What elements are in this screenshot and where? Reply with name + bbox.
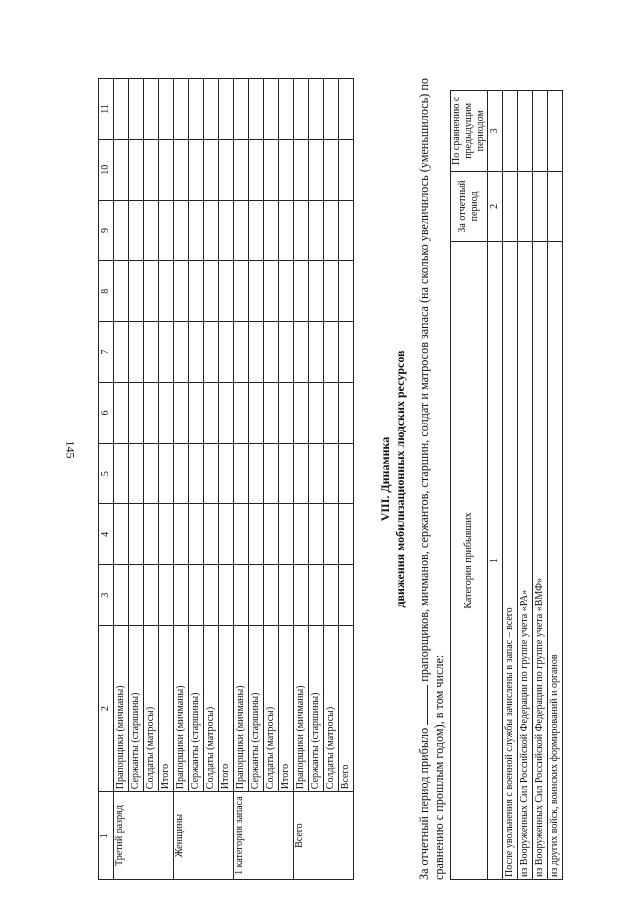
data-cell[interactable] bbox=[144, 504, 159, 565]
row-label: После увольнения с военной службы зачислены в запас – всего bbox=[503, 242, 518, 880]
data-cell[interactable] bbox=[129, 261, 144, 322]
data-cell[interactable] bbox=[339, 79, 354, 140]
header-cell: 6 bbox=[99, 382, 114, 443]
data-cell[interactable] bbox=[129, 565, 144, 626]
data-cell[interactable] bbox=[324, 261, 339, 322]
data-cell[interactable] bbox=[174, 139, 189, 200]
data-cell[interactable] bbox=[189, 443, 204, 504]
data-cell[interactable] bbox=[279, 382, 294, 443]
data-cell[interactable] bbox=[144, 322, 159, 383]
data-cell[interactable] bbox=[204, 139, 219, 200]
data-cell[interactable] bbox=[129, 504, 144, 565]
table-row bbox=[503, 91, 518, 880]
data-cell[interactable] bbox=[339, 504, 354, 565]
header-cell: 9 bbox=[99, 200, 114, 261]
data-cell[interactable] bbox=[174, 443, 189, 504]
group-label: Всего bbox=[294, 792, 354, 880]
data-cell[interactable] bbox=[129, 382, 144, 443]
data-cell[interactable] bbox=[144, 443, 159, 504]
table-row bbox=[159, 79, 174, 880]
data-cell[interactable] bbox=[114, 504, 129, 565]
data-cell[interactable] bbox=[249, 565, 264, 626]
data-cell[interactable] bbox=[339, 382, 354, 443]
header-cell: 11 bbox=[99, 79, 114, 140]
table-row bbox=[294, 79, 309, 880]
data-cell[interactable] bbox=[234, 565, 249, 626]
section-title-line1: VIII. Динамика bbox=[378, 436, 392, 522]
group-label: Третий разряд bbox=[114, 792, 174, 880]
data-cell[interactable] bbox=[324, 382, 339, 443]
data-cell[interactable] bbox=[279, 139, 294, 200]
row-label: Прапорщики (мичманы) bbox=[174, 626, 189, 792]
data-cell[interactable] bbox=[129, 443, 144, 504]
data-cell[interactable] bbox=[114, 79, 129, 140]
data-cell[interactable] bbox=[249, 261, 264, 322]
data-cell[interactable] bbox=[219, 139, 234, 200]
section-title bbox=[378, 78, 408, 880]
row-label: Солдаты (матросы) bbox=[204, 626, 219, 792]
table-header-row bbox=[99, 79, 114, 880]
data-cell[interactable] bbox=[279, 322, 294, 383]
data-cell[interactable] bbox=[189, 382, 204, 443]
data-cell[interactable] bbox=[114, 261, 129, 322]
table-row bbox=[204, 79, 219, 880]
data-cell[interactable] bbox=[309, 443, 324, 504]
row-label: из других войск, воинских формирований и органов bbox=[548, 242, 563, 880]
data-cell[interactable] bbox=[204, 565, 219, 626]
data-cell[interactable] bbox=[159, 443, 174, 504]
table-row bbox=[533, 91, 548, 880]
table-row bbox=[144, 79, 159, 880]
data-cell[interactable] bbox=[204, 261, 219, 322]
header-cell: 7 bbox=[99, 322, 114, 383]
number-cell: 3 bbox=[488, 91, 503, 172]
data-cell[interactable] bbox=[249, 504, 264, 565]
data-cell[interactable] bbox=[144, 382, 159, 443]
fill-in-blank[interactable] bbox=[416, 685, 428, 725]
data-cell[interactable] bbox=[234, 504, 249, 565]
data-cell[interactable] bbox=[129, 79, 144, 140]
data-cell[interactable] bbox=[309, 382, 324, 443]
row-label: Сержанты (старшины) bbox=[249, 626, 264, 792]
data-cell[interactable] bbox=[174, 322, 189, 383]
data-cell[interactable] bbox=[249, 200, 264, 261]
data-cell[interactable] bbox=[294, 79, 309, 140]
data-cell[interactable] bbox=[219, 79, 234, 140]
data-cell[interactable] bbox=[249, 382, 264, 443]
data-cell[interactable] bbox=[204, 79, 219, 140]
data-cell[interactable] bbox=[189, 504, 204, 565]
table-row bbox=[234, 79, 249, 880]
data-cell[interactable] bbox=[174, 200, 189, 261]
data-cell[interactable] bbox=[294, 382, 309, 443]
data-cell[interactable] bbox=[294, 200, 309, 261]
data-cell[interactable] bbox=[324, 79, 339, 140]
data-cell[interactable] bbox=[249, 443, 264, 504]
data-cell[interactable] bbox=[309, 565, 324, 626]
data-cell[interactable] bbox=[264, 322, 279, 383]
row-label: Прапорщики (мичманы) bbox=[114, 626, 129, 792]
row-label: Прапорщики (мичманы) bbox=[294, 626, 309, 792]
data-cell[interactable] bbox=[264, 79, 279, 140]
data-cell[interactable] bbox=[309, 504, 324, 565]
data-cell[interactable] bbox=[189, 322, 204, 383]
data-cell[interactable] bbox=[159, 79, 174, 140]
header-cell: 1 bbox=[99, 792, 114, 880]
data-cell[interactable] bbox=[249, 322, 264, 383]
data-cell[interactable] bbox=[279, 443, 294, 504]
data-cell[interactable] bbox=[324, 139, 339, 200]
group-label: Женщины bbox=[174, 792, 234, 880]
data-cell[interactable] bbox=[159, 139, 174, 200]
table-row bbox=[548, 91, 563, 880]
header-cell: 4 bbox=[99, 504, 114, 565]
data-cell[interactable] bbox=[339, 322, 354, 383]
arrivals-table-body bbox=[503, 91, 563, 880]
data-cell[interactable] bbox=[144, 139, 159, 200]
data-cell[interactable] bbox=[219, 382, 234, 443]
arrivals-number-row bbox=[488, 91, 503, 880]
header-category: Категория прибывших bbox=[451, 242, 488, 880]
data-cell[interactable] bbox=[219, 504, 234, 565]
data-cell[interactable] bbox=[144, 261, 159, 322]
row-label: Сержанты (старшины) bbox=[129, 626, 144, 792]
data-cell[interactable] bbox=[129, 322, 144, 383]
data-cell[interactable] bbox=[204, 443, 219, 504]
data-cell[interactable] bbox=[234, 382, 249, 443]
row-label: Итого bbox=[159, 626, 174, 792]
data-cell[interactable] bbox=[159, 200, 174, 261]
mobilization-table bbox=[98, 78, 354, 880]
data-cell[interactable] bbox=[234, 79, 249, 140]
data-cell[interactable] bbox=[294, 504, 309, 565]
data-cell[interactable] bbox=[159, 322, 174, 383]
page-number: 145 bbox=[63, 440, 78, 459]
data-cell[interactable] bbox=[204, 322, 219, 383]
data-cell[interactable] bbox=[159, 261, 174, 322]
data-cell[interactable] bbox=[264, 382, 279, 443]
rotated-page-content bbox=[60, 40, 620, 880]
row-label: Всего bbox=[339, 626, 354, 792]
data-cell[interactable] bbox=[309, 139, 324, 200]
data-cell[interactable] bbox=[279, 565, 294, 626]
data-cell[interactable] bbox=[279, 261, 294, 322]
data-cell[interactable] bbox=[114, 565, 129, 626]
data-cell[interactable] bbox=[548, 91, 563, 172]
group-label: 1 категория запаса bbox=[234, 792, 294, 880]
data-cell[interactable] bbox=[249, 79, 264, 140]
data-cell[interactable] bbox=[279, 200, 294, 261]
row-label: Итого bbox=[219, 626, 234, 792]
table-row bbox=[309, 79, 324, 880]
data-cell[interactable] bbox=[294, 443, 309, 504]
data-cell[interactable] bbox=[518, 91, 533, 172]
data-cell[interactable] bbox=[324, 565, 339, 626]
data-cell[interactable] bbox=[503, 91, 518, 172]
data-cell[interactable] bbox=[174, 79, 189, 140]
paragraph-part2: прапорщиков, мичманов, сержантов, старшин, солдат и матросов запаса (на сколько увеличилось (уменьшилось) по сравнению с прошлым годом), в том числе: bbox=[417, 78, 446, 880]
table-row bbox=[219, 79, 234, 880]
data-cell[interactable] bbox=[174, 504, 189, 565]
header-reporting-period: За отчетный период bbox=[451, 171, 488, 241]
data-cell[interactable] bbox=[114, 200, 129, 261]
data-cell[interactable] bbox=[129, 200, 144, 261]
data-cell[interactable] bbox=[294, 565, 309, 626]
data-cell[interactable] bbox=[324, 322, 339, 383]
data-cell[interactable] bbox=[189, 261, 204, 322]
data-cell[interactable] bbox=[279, 504, 294, 565]
data-cell[interactable] bbox=[189, 139, 204, 200]
data-cell[interactable] bbox=[264, 504, 279, 565]
data-cell[interactable] bbox=[309, 261, 324, 322]
row-label: из Вооруженных Сил Российской Федерации по группе учета «ВМФ» bbox=[533, 242, 548, 880]
data-cell[interactable] bbox=[174, 565, 189, 626]
data-cell[interactable] bbox=[189, 79, 204, 140]
data-cell[interactable] bbox=[234, 139, 249, 200]
data-cell[interactable] bbox=[279, 79, 294, 140]
data-cell[interactable] bbox=[204, 382, 219, 443]
data-cell[interactable] bbox=[219, 200, 234, 261]
data-cell[interactable] bbox=[264, 565, 279, 626]
data-cell[interactable] bbox=[264, 261, 279, 322]
table-row bbox=[174, 79, 189, 880]
data-cell[interactable] bbox=[324, 504, 339, 565]
header-cell: 8 bbox=[99, 261, 114, 322]
data-cell[interactable] bbox=[114, 382, 129, 443]
number-cell: 1 bbox=[488, 242, 503, 880]
data-cell[interactable] bbox=[294, 322, 309, 383]
data-cell[interactable] bbox=[114, 139, 129, 200]
data-cell[interactable] bbox=[234, 261, 249, 322]
data-cell[interactable] bbox=[219, 261, 234, 322]
data-cell[interactable] bbox=[204, 200, 219, 261]
data-cell[interactable] bbox=[159, 382, 174, 443]
data-cell[interactable] bbox=[309, 200, 324, 261]
data-cell[interactable] bbox=[189, 565, 204, 626]
header-cell: 2 bbox=[99, 626, 114, 792]
number-cell: 2 bbox=[488, 171, 503, 241]
data-cell[interactable] bbox=[503, 171, 518, 241]
data-cell[interactable] bbox=[234, 200, 249, 261]
data-cell[interactable] bbox=[339, 139, 354, 200]
data-cell[interactable] bbox=[174, 382, 189, 443]
data-cell[interactable] bbox=[294, 261, 309, 322]
data-cell[interactable] bbox=[548, 171, 563, 241]
data-cell[interactable] bbox=[339, 200, 354, 261]
data-cell[interactable] bbox=[174, 261, 189, 322]
data-cell[interactable] bbox=[129, 139, 144, 200]
row-label: Солдаты (матросы) bbox=[144, 626, 159, 792]
data-cell[interactable] bbox=[518, 171, 533, 241]
data-cell[interactable] bbox=[339, 443, 354, 504]
row-label: Прапорщики (мичманы) bbox=[234, 626, 249, 792]
data-cell[interactable] bbox=[144, 565, 159, 626]
arrivals-header-row bbox=[451, 91, 488, 880]
row-label: Сержанты (старшины) bbox=[189, 626, 204, 792]
data-cell[interactable] bbox=[219, 443, 234, 504]
data-cell[interactable] bbox=[219, 565, 234, 626]
section-title-line2: движения мобилизационных людских ресурсов bbox=[393, 350, 407, 608]
data-cell[interactable] bbox=[159, 565, 174, 626]
table-row bbox=[129, 79, 144, 880]
data-cell[interactable] bbox=[144, 200, 159, 261]
data-cell[interactable] bbox=[264, 443, 279, 504]
data-cell[interactable] bbox=[114, 322, 129, 383]
row-label: Итого bbox=[279, 626, 294, 792]
arrivals-table bbox=[450, 90, 563, 880]
row-label: Солдаты (матросы) bbox=[264, 626, 279, 792]
data-cell[interactable] bbox=[159, 504, 174, 565]
intro-paragraph bbox=[416, 78, 447, 880]
mobilization-table-body bbox=[114, 79, 354, 880]
table-row bbox=[518, 91, 533, 880]
data-cell[interactable] bbox=[234, 322, 249, 383]
data-cell[interactable] bbox=[309, 322, 324, 383]
table-row bbox=[249, 79, 264, 880]
row-label: Сержанты (старшины) bbox=[309, 626, 324, 792]
table-row bbox=[189, 79, 204, 880]
row-label: Солдаты (матросы) bbox=[324, 626, 339, 792]
header-comparison: По сравнению с предыдущим периодом bbox=[451, 91, 488, 172]
table-row bbox=[264, 79, 279, 880]
data-cell[interactable] bbox=[294, 139, 309, 200]
data-cell[interactable] bbox=[339, 261, 354, 322]
data-cell[interactable] bbox=[114, 443, 129, 504]
data-cell[interactable] bbox=[324, 443, 339, 504]
data-cell[interactable] bbox=[249, 139, 264, 200]
header-cell: 5 bbox=[99, 443, 114, 504]
data-cell[interactable] bbox=[144, 79, 159, 140]
table-row bbox=[324, 79, 339, 880]
table-row bbox=[279, 79, 294, 880]
data-cell[interactable] bbox=[204, 504, 219, 565]
table-row bbox=[114, 79, 129, 880]
data-cell[interactable] bbox=[264, 200, 279, 261]
data-cell[interactable] bbox=[533, 91, 548, 172]
data-cell[interactable] bbox=[309, 79, 324, 140]
data-cell[interactable] bbox=[219, 322, 234, 383]
data-cell[interactable] bbox=[264, 139, 279, 200]
paragraph-part1: За отчетный период прибыло bbox=[417, 727, 431, 880]
header-cell: 3 bbox=[99, 565, 114, 626]
table-row bbox=[339, 79, 354, 880]
header-cell: 10 bbox=[99, 139, 114, 200]
data-cell[interactable] bbox=[324, 200, 339, 261]
row-label: из Вооруженных Сил Российской Федерации по группе учета «РА» bbox=[518, 242, 533, 880]
data-cell[interactable] bbox=[189, 200, 204, 261]
data-cell[interactable] bbox=[339, 565, 354, 626]
data-cell[interactable] bbox=[533, 171, 548, 241]
data-cell[interactable] bbox=[234, 443, 249, 504]
